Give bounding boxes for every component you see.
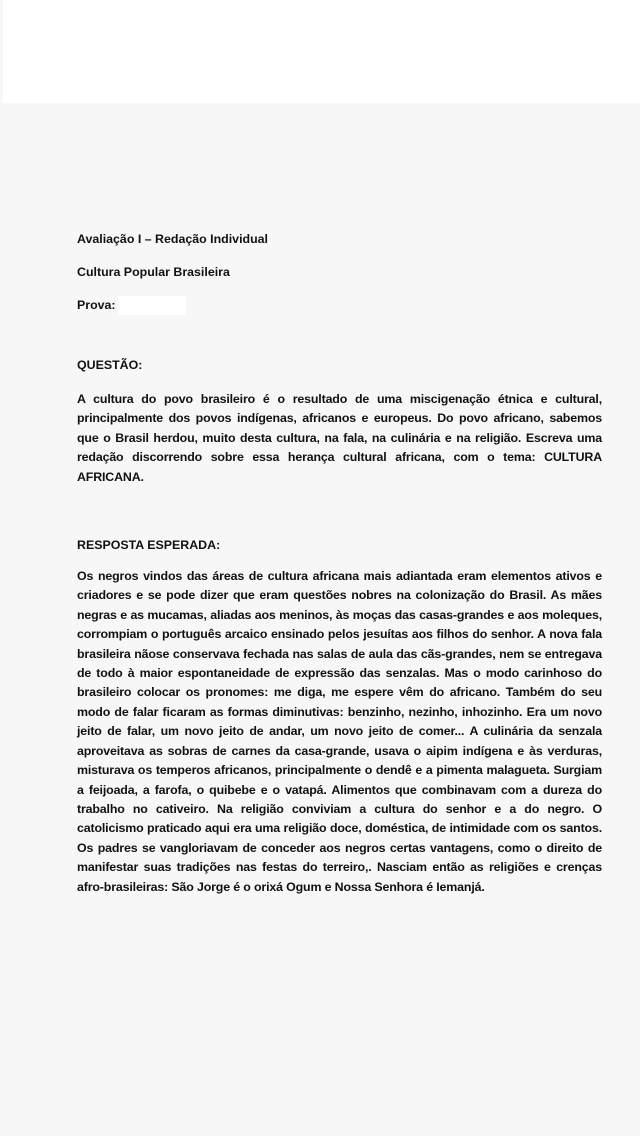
- document-subject: Cultura Popular Brasileira: [77, 265, 230, 279]
- question-label: QUESTÃO:: [77, 358, 143, 372]
- answer-label: RESPOSTA ESPERADA:: [77, 538, 221, 553]
- prova-redacted-box: [118, 296, 186, 315]
- question-text: A cultura do povo brasileiro é o resultado de uma miscigenação étnica e cultural, principalmente dos povos indígenas, africanos e europeus. Do povo africano, sabemos que o Brasil herdou, muito desta cultura, na fala, na culinária e na religião. Escreva uma redação discorrendo sobre essa herança cultural africana, com o tema: CULTURA AFRICANA.: [77, 392, 602, 484]
- answer-text: Os negros vindos das áreas de cultura africana mais adiantada eram elementos ativos e criadores e se pode dizer que eram questões nobres na colonização do Brasil. As mães negras e as mucamas, aliadas aos meninos, às moças das casas-grandes e aos moleques, corrompiam o português arcaico ensinado pelos jesuítas aos filhos do senhor. A nova fala brasileira nãose conservava fechada nas salas de aula das cãs-grandes, nem se entregava de todo à maior espontaneidade de expressão das senzalas. Mas o modo carinhoso do brasileiro colocar os pronomes: me diga, me espere vêm do africano. Também do seu modo de falar ficaram as formas diminutivas: benzinho, nezinho, inhozinho. Era um novo jeito de falar, um novo jeito de andar, um novo jeito de comer... A culinária da senzala aproveitava as sobras de carnes da casa-grande, usava o aipim indígena e às verduras, misturava os temperos africanos, principalmente o dendê e a pimenta malagueta. Surgiam a feijoada, a farofa, o quibebe e o vatapá. Alimentos que combinavam com a dureza do trabalho no cativeiro. Na religião conviviam a cultura do senhor e a do negro. O catolicismo praticado aqui era uma religião doce, doméstica, de intimidade com os santos. Os padres se vangloriavam de conceder aos negros certas vantagens, como o direito de manifestar suas tradições nas festas do terreiro,. Nasciam então as religiões e crenças afro-brasileiras: São Jorge é o orixá Ogum e Nossa Senhora é Iemanjá.: [77, 569, 602, 894]
- document-body: [77, 229, 602, 897]
- top-blank-banner: [3, 0, 640, 103]
- prova-label: Prova:: [77, 298, 116, 312]
- prova-row: [77, 295, 602, 315]
- document-title: Avaliação I – Redação Individual: [77, 232, 268, 246]
